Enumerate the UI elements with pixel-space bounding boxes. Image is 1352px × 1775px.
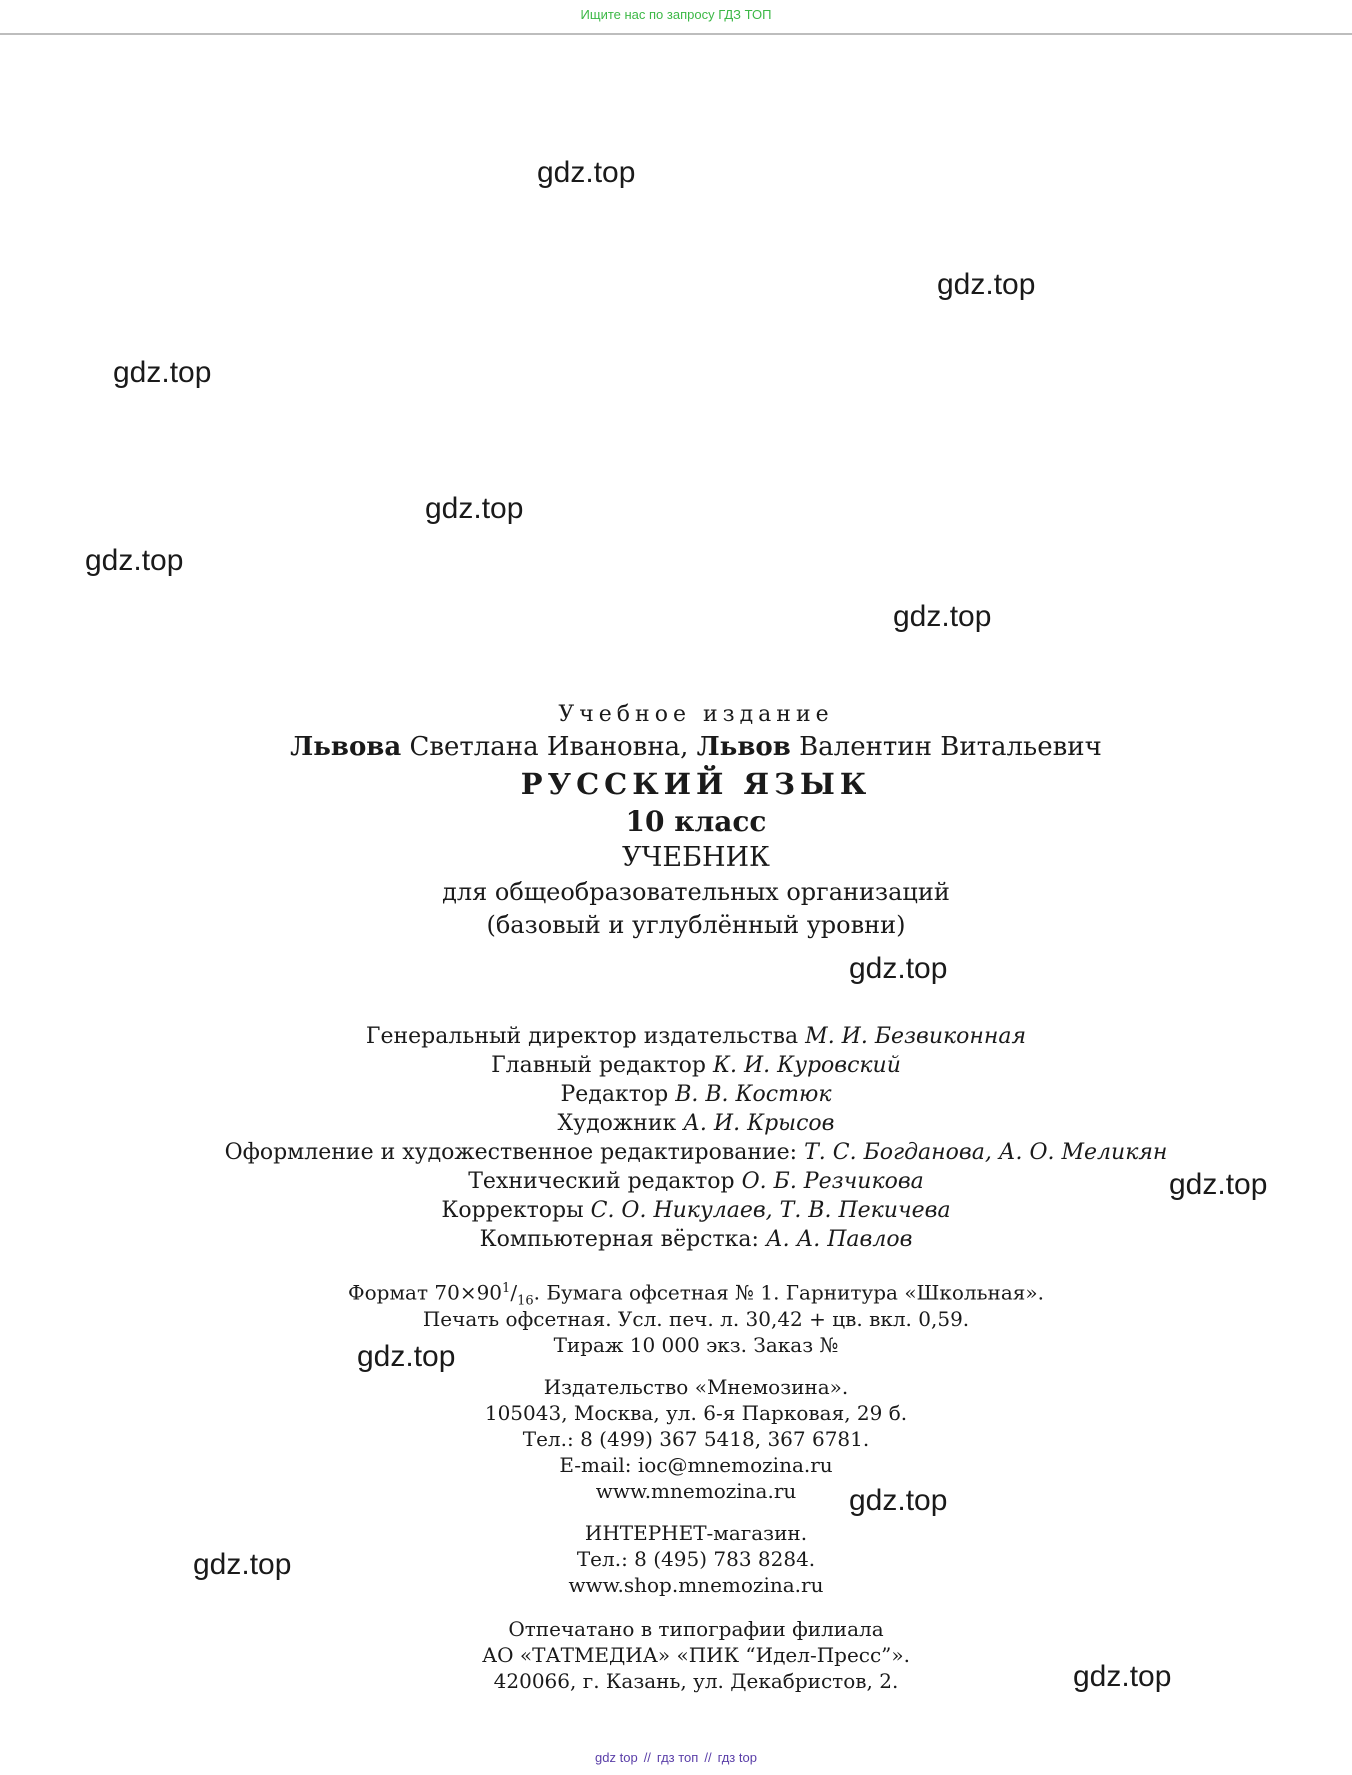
run-line: Тираж 10 000 экз. Заказ № [553,1333,839,1357]
footer-links [0,1750,1352,1765]
watermark: gdz.top [893,600,992,633]
footer-link[interactable]: гдз топ [656,1750,699,1765]
print-line: Печать офсетная. Усл. печ. л. 30,42 + цв. вкл. 0,59. [422,1307,970,1331]
staff-role: Оформление и художественное редактирование: [224,1140,798,1165]
staff-line [0,1171,1352,1193]
staff-person: М. И. Безвиконная [805,1024,1027,1049]
footer-separator: // [704,1750,712,1765]
staff-role: Компьютерная вёрстка: [479,1227,759,1252]
watermark: gdz.top [937,268,1036,301]
book-title: РУССКИЙ ЯЗЫК [520,767,872,801]
shop-line: Тел.: 8 (495) 783 8284. [576,1547,816,1571]
watermark: gdz.top [425,492,524,525]
format-slash: / [510,1280,518,1305]
staff-role: Корректоры [441,1198,584,1223]
staff-line [0,1142,1352,1164]
staff-line [0,1229,1352,1251]
level: (базовый и углублённый уровни) [486,911,906,939]
watermark: gdz.top [113,356,212,389]
shop-website: www.shop.mnemozina.ru [568,1573,824,1597]
watermark: gdz.top [85,544,184,577]
printer-line: Отпечатано в типографии филиала [508,1617,884,1641]
printer-line: АО «ТАТМЕДИА» «ПИК “Идел-Пресс”». [481,1643,911,1667]
watermark: gdz.top [357,1340,456,1373]
authors [0,734,1352,760]
publisher-line: Тел.: 8 (499) 367 5418, 367 6781. [522,1427,870,1451]
publisher-line: Издательство «Мнемозина». [543,1375,849,1399]
promo-link[interactable]: Ищите нас по запросу ГДЗ ТОП [580,7,772,22]
footer-link[interactable]: гдз top [717,1750,757,1765]
staff-person: В. В. Костюк [675,1082,832,1107]
staff-line [0,1026,1352,1048]
watermark: gdz.top [849,1484,948,1517]
publisher-line: 105043, Москва, ул. 6-я Парковая, 29 б. [484,1401,908,1425]
book-type: УЧЕБНИК [622,842,770,873]
staff-person: К. И. Куровский [712,1053,901,1078]
staff-person: А. А. Павлов [765,1227,913,1252]
format-prefix: Формат 70×90 [348,1280,503,1305]
author2-name: Валентин Витальевич [799,732,1102,762]
watermark: gdz.top [1073,1660,1172,1693]
audience: для общеобразовательных организаций [442,878,950,906]
publisher-email: E-mail: ioc@mnemozina.ru [559,1453,833,1477]
author1-name: Светлана Ивановна, [409,732,689,762]
printer-line: 420066, г. Казань, ул. Декабристов, 2. [493,1669,899,1693]
grade: 10 класс [625,805,767,838]
edition-type: Учебное издание [558,702,834,727]
staff-line [0,1084,1352,1106]
watermark: gdz.top [1169,1168,1268,1201]
format-sup: 1 [502,1281,511,1296]
publisher-website: www.mnemozina.ru [595,1479,797,1503]
staff-role: Технический редактор [468,1169,735,1194]
top-banner [0,0,1352,35]
staff-role: Генеральный директор издательства [365,1024,799,1049]
author1-surname: Львова [290,732,402,762]
staff-person: О. Б. Резчикова [741,1169,924,1194]
watermark: gdz.top [193,1548,292,1581]
staff-person: А. И. Крысов [683,1111,835,1136]
staff-role: Редактор [560,1082,669,1107]
format-suffix: . Бумага офсетная № 1. Гарнитура «Школьная». [533,1280,1044,1305]
staff-line [0,1113,1352,1135]
format-sub: 16 [517,1293,534,1309]
staff-line [0,1055,1352,1077]
author2-surname: Львов [696,732,791,762]
shop-line: ИНТЕРНЕТ-магазин. [584,1521,808,1545]
staff-line [0,1200,1352,1222]
staff-role: Художник [557,1111,677,1136]
staff-person: Т. С. Богданова, А. О. Меликян [804,1140,1168,1165]
footer-link[interactable]: gdz top [595,1750,638,1765]
watermark: gdz.top [849,952,948,985]
watermark: gdz.top [537,156,636,189]
footer-separator: // [643,1750,651,1765]
staff-person: С. О. Никулаев, Т. В. Пекичева [590,1198,951,1223]
format-line [0,1282,1352,1308]
staff-role: Главный редактор [491,1053,706,1078]
